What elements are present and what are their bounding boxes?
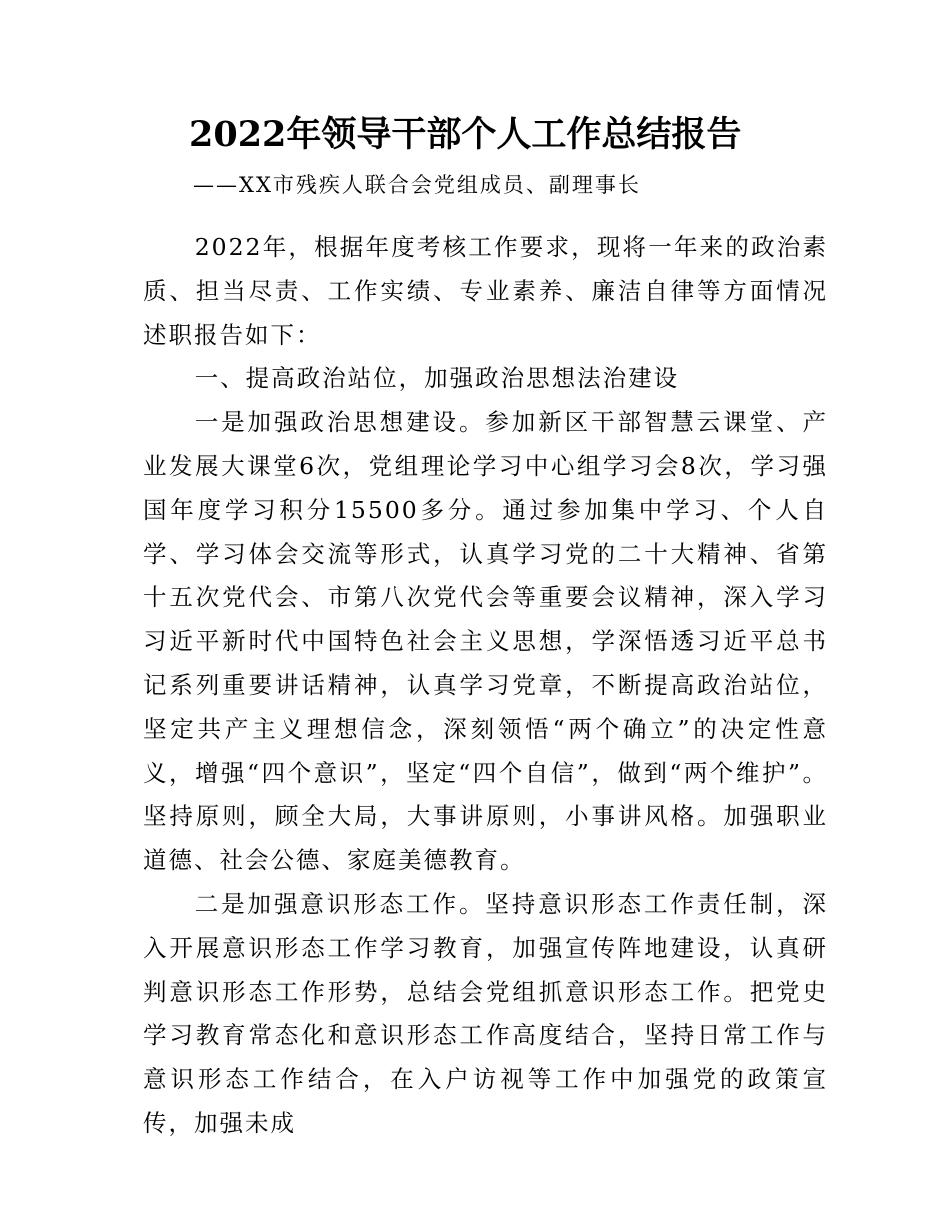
document-body <box>143 226 828 1146</box>
document-title: 2022年领导干部个人工作总结报告 <box>189 114 742 155</box>
section-heading: 一、提高政治站位，加强政治思想法治建设 <box>194 364 680 393</box>
paragraph-ideology: 二是加强意识形态工作。坚持意识形态工作责任制，深入开展意识形态工作学习教育，加强宣传阵地建设，认真研判意识形态工作形势，总结会党组抓意识形态工作。把党史学习教育常态化和意识形态工作高度结合，坚持日常工作与意识形态工作结合，在入户访视等工作中加强党的政策宣传，加强未成 <box>143 889 828 1137</box>
document-subtitle: ——XX市残疾人联合会党组成员、副理事长 <box>193 173 641 197</box>
paragraph-political: 一是加强政治思想建设。参加新区干部智慧云课堂、产业发展大课堂6次，党组理论学习中心组学习会8次，学习强国年度学习积分15500多分。通过参加集中学习、个人自学、学习体会交流等形式，认真学习党的二十大精神、省第十五次党代会、市第八次党代会等重要会议精神，深入学习习近平新时代中国特色社会主义思想，学深悟透习近平总书记系列重要讲话精神，认真学习党章，不断提高政治站位，坚定共产主义理想信念，深刻领悟“两个确立”的决定性意义，增强“四个意识”，坚定“四个自信”，做到“两个维护”。坚持原则，顾全大局，大事讲原则，小事讲风格。加强职业道德、社会公德、家庭美德教育。 <box>143 408 828 875</box>
paragraph-intro: 2022年，根据年度考核工作要求，现将一年来的政治素质、担当尽责、工作实绩、专业素养、廉洁自律等方面情况述职报告如下： <box>143 233 828 349</box>
